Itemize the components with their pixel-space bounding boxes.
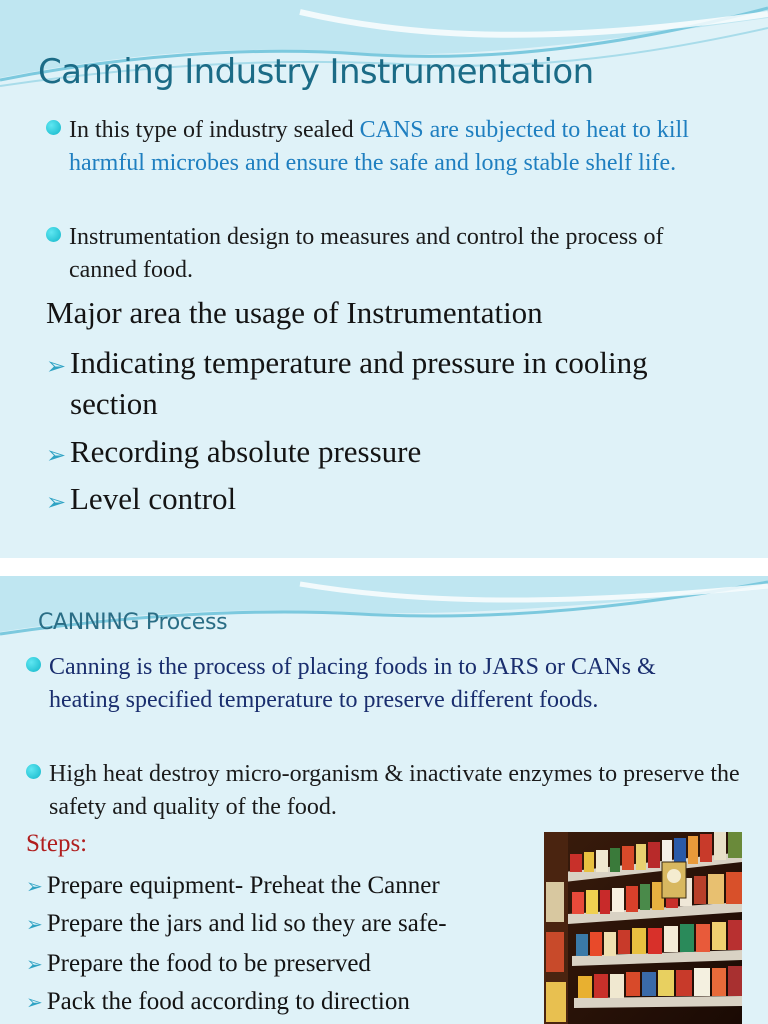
bullet-text: High heat destroy micro-organism & inactivate enzymes to preserve the safety and quality of the food. <box>49 761 740 820</box>
step-item <box>26 909 447 939</box>
step-item <box>26 987 410 1017</box>
list-item <box>46 342 666 424</box>
slide-1-title: Canning Industry Instrumentation <box>38 52 594 92</box>
arrow-bullet-icon: ➢ <box>26 874 43 898</box>
step-text: Prepare the jars and lid so they are safe- <box>46 910 447 937</box>
arrow-bullet-icon: ➢ <box>46 488 67 516</box>
steps-label: Steps: <box>26 830 88 857</box>
section-heading: Major area the usage of Instrumentation <box>46 295 543 330</box>
bullet-cans-sealed <box>46 114 706 180</box>
grocery-shelf-photo <box>544 832 742 1024</box>
list-item-text: Level control <box>70 481 237 516</box>
bullet-text: Canning is the process of placing foods in to JARS or CANs & heating specified temperature to preserve different foods. <box>49 654 656 713</box>
bullet-dot-icon <box>26 764 41 779</box>
step-text: Pack the food according to direction <box>46 988 410 1015</box>
bullet-text-part2: CANS are subjected to heat to kill harmful microbes and ensure the safe and long stable shelf life. <box>69 117 689 176</box>
slide-2 <box>0 576 768 1024</box>
arrow-bullet-icon: ➢ <box>46 352 67 380</box>
step-item <box>26 949 371 979</box>
bullet-text: Instrumentation design to measures and control the process of canned food. <box>69 224 664 283</box>
list-item-text: Indicating temperature and pressure in cooling section <box>70 345 648 421</box>
bullet-dot-icon <box>46 120 61 135</box>
grocery-shelf-image <box>544 832 742 1024</box>
list-item <box>46 478 666 519</box>
bullet-text-part1: In this type of industry sealed <box>69 117 360 143</box>
step-text: Prepare equipment- Preheat the Canner <box>46 872 440 899</box>
bullet-dot-icon <box>46 227 61 242</box>
bullet-high-heat <box>26 758 746 824</box>
step-item <box>26 871 440 901</box>
arrow-bullet-icon: ➢ <box>26 952 43 976</box>
arrow-bullet-icon: ➢ <box>46 441 67 469</box>
list-item-text: Recording absolute pressure <box>70 434 422 469</box>
bullet-instrumentation-design <box>46 221 706 287</box>
arrow-bullet-icon: ➢ <box>26 912 43 936</box>
bullet-canning-definition <box>26 651 716 717</box>
list-item <box>46 431 666 472</box>
bullet-dot-icon <box>26 657 41 672</box>
arrow-bullet-icon: ➢ <box>26 990 43 1014</box>
step-text: Prepare the food to be preserved <box>46 950 371 977</box>
slide-2-title: CANNING Process <box>38 610 228 635</box>
